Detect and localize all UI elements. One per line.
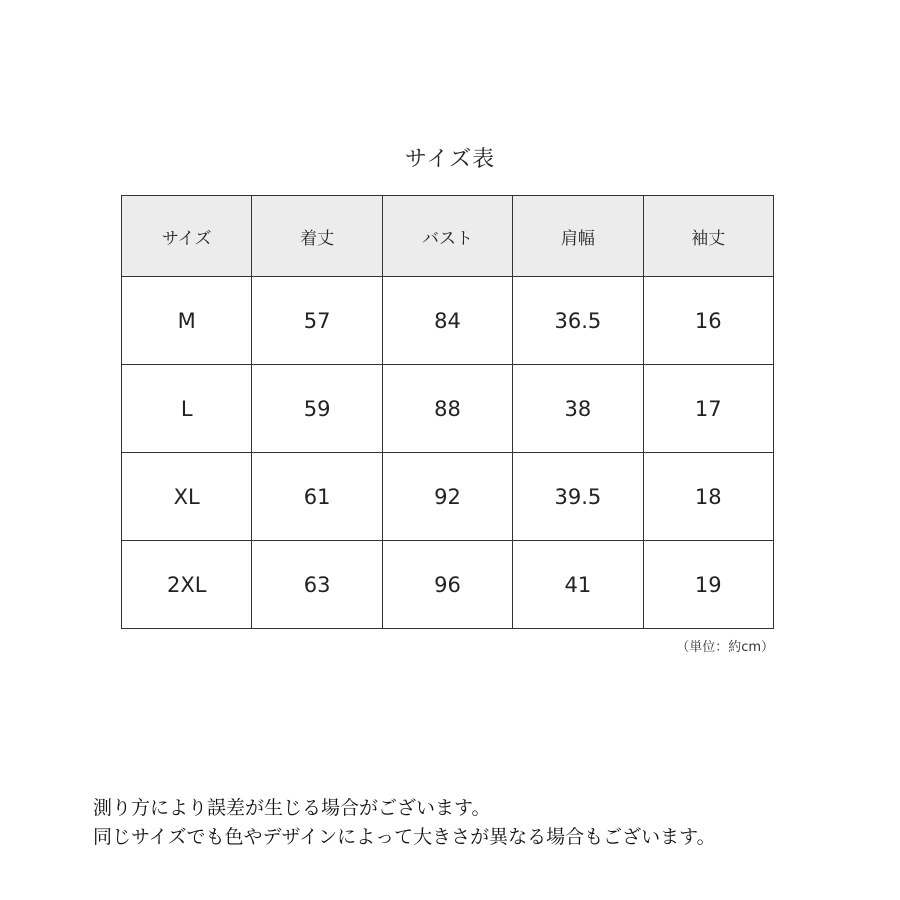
cell-length: 59	[252, 365, 382, 453]
cell-bust: 96	[382, 541, 512, 629]
cell-length: 61	[252, 453, 382, 541]
cell-length: 63	[252, 541, 382, 629]
note-size-variation: 同じサイズでも色やデザインによって大きさが異なる場合もございます。	[93, 826, 716, 848]
column-header-bust: バスト	[382, 196, 512, 277]
table-row	[122, 365, 774, 453]
table-row	[122, 277, 774, 365]
column-header-length: 着丈	[252, 196, 382, 277]
cell-shoulder: 36.5	[513, 277, 643, 365]
notes	[93, 794, 716, 852]
cell-bust: 92	[382, 453, 512, 541]
cell-sleeve: 17	[643, 365, 773, 453]
column-header-size: サイズ	[122, 196, 252, 277]
cell-sleeve: 16	[643, 277, 773, 365]
page-title: サイズ表	[404, 147, 496, 172]
cell-bust: 84	[382, 277, 512, 365]
cell-size: M	[122, 277, 252, 365]
note-measurement-error: 測り方により誤差が生じる場合がございます。	[93, 797, 491, 819]
cell-size: 2XL	[122, 541, 252, 629]
table-row	[122, 541, 774, 629]
cell-shoulder: 41	[513, 541, 643, 629]
cell-bust: 88	[382, 365, 512, 453]
table-row	[122, 453, 774, 541]
cell-sleeve: 19	[643, 541, 773, 629]
cell-shoulder: 38	[513, 365, 643, 453]
column-header-shoulder: 肩幅	[513, 196, 643, 277]
cell-size: XL	[122, 453, 252, 541]
cell-shoulder: 39.5	[513, 453, 643, 541]
cell-length: 57	[252, 277, 382, 365]
cell-sleeve: 18	[643, 453, 773, 541]
column-header-sleeve: 袖丈	[643, 196, 773, 277]
table-header-row	[122, 196, 774, 277]
size-table	[121, 195, 774, 629]
cell-size: L	[122, 365, 252, 453]
unit-note: （単位：約cm）	[676, 640, 774, 655]
